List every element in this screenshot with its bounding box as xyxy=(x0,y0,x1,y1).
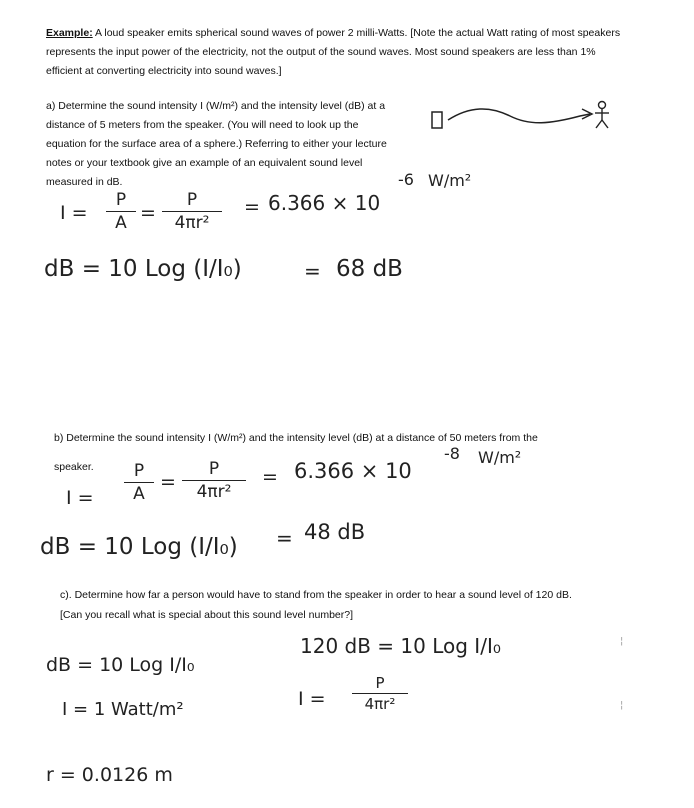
part-b-db-result: 48 dB xyxy=(304,520,366,544)
fraction-bar xyxy=(182,480,246,481)
part-b-p-numerator: P xyxy=(133,461,145,481)
part-a-result-unit: W/m² xyxy=(428,171,472,190)
part-c-question-1: c). Determine how far a person would have to stand from the speaker in order to hear a sound level of 120 dB. xyxy=(60,589,572,601)
part-c-p-over-area xyxy=(352,674,408,713)
part-b-question-2: speaker. xyxy=(54,461,94,473)
part-c-p-numerator: P xyxy=(375,674,385,692)
part-c-db-120: 120 dB = 10 Log I/I₀ xyxy=(300,634,501,658)
part-b-result: 6.366 × 10 xyxy=(294,459,412,483)
scan-mark: ¦ xyxy=(620,636,624,647)
part-b-result-unit: W/m² xyxy=(478,448,522,467)
part-a-p-over-a xyxy=(106,190,136,233)
part-b-a-denominator: A xyxy=(133,484,145,504)
part-a-db-result: 68 dB xyxy=(336,256,403,282)
example-intro xyxy=(46,24,631,81)
part-a-sphere-area: 4πr² xyxy=(174,213,210,233)
part-a-result-exp: -6 xyxy=(398,170,414,189)
scan-mark: ¦ xyxy=(620,700,624,711)
part-b-i-lhs: I = xyxy=(66,487,94,509)
fraction-bar xyxy=(352,693,408,694)
part-b-eq2: = xyxy=(262,466,278,488)
part-a-result: 6.366 × 10 xyxy=(268,191,381,215)
part-a-p-over-area xyxy=(162,190,222,233)
part-b-p-numerator-2: P xyxy=(208,459,220,479)
part-c-db-formula: dB = 10 Log I/I₀ xyxy=(46,654,195,676)
part-c-i-lhs: I = xyxy=(298,688,326,710)
fraction-bar xyxy=(124,482,154,483)
speaker-to-listener-sketch xyxy=(430,98,630,138)
part-b-eq1: = xyxy=(160,471,176,493)
part-a-eq2: = xyxy=(244,196,260,218)
example-heading: Example: xyxy=(46,27,93,39)
part-b-db-formula: dB = 10 Log (I/I₀) xyxy=(40,534,238,560)
part-b-db-eq: = xyxy=(276,526,293,550)
part-c-i-value: I = 1 Watt/m² xyxy=(62,699,184,720)
fraction-bar xyxy=(106,211,136,212)
part-a-eq1: = xyxy=(140,202,156,224)
part-c-question-2: [Can you recall what is special about this sound level number?] xyxy=(60,609,353,621)
part-b-result-exp: -8 xyxy=(444,444,460,463)
fraction-bar xyxy=(162,211,222,212)
speaker-icon xyxy=(432,112,442,128)
part-b-sphere-area: 4πr² xyxy=(196,482,232,502)
part-c-sphere-area: 4πr² xyxy=(364,695,396,713)
part-a-p-numerator: P xyxy=(115,190,127,210)
part-a-db-eq: = xyxy=(304,259,321,283)
part-a-i-lhs: I = xyxy=(60,202,88,224)
part-a-db-formula: dB = 10 Log (I/I₀) xyxy=(44,256,242,282)
part-b-p-over-area xyxy=(182,459,246,502)
part-b-p-over-a xyxy=(124,461,154,504)
part-b-question-1: b) Determine the sound intensity I (W/m²) and the intensity level (dB) at a distance of 50 meters from the xyxy=(54,432,538,444)
person-icon xyxy=(595,102,609,129)
part-a-a-denominator: A xyxy=(115,213,127,233)
part-a-p-numerator-2: P xyxy=(186,190,198,210)
example-intro-text: A loud speaker emits spherical sound waves of power 2 milli-Watts. [Note the actual Watt rating of most speakers represents the input power of the electricity, not the output of the sound waves. Most sound speakers are less than 1% efficient at converting electricity into sound waves.] xyxy=(46,27,621,77)
part-a-question: a) Determine the sound intensity I (W/m²) and the intensity level (dB) at a distance of 5 meters from the speaker. (You will need to look up the equation for the surface area of a sphere.) Referring to either your lecture notes or your textbook give an example of an equivalent sound level measured in dB. xyxy=(46,100,387,188)
part-c-r-result: r = 0.0126 m xyxy=(46,764,173,786)
